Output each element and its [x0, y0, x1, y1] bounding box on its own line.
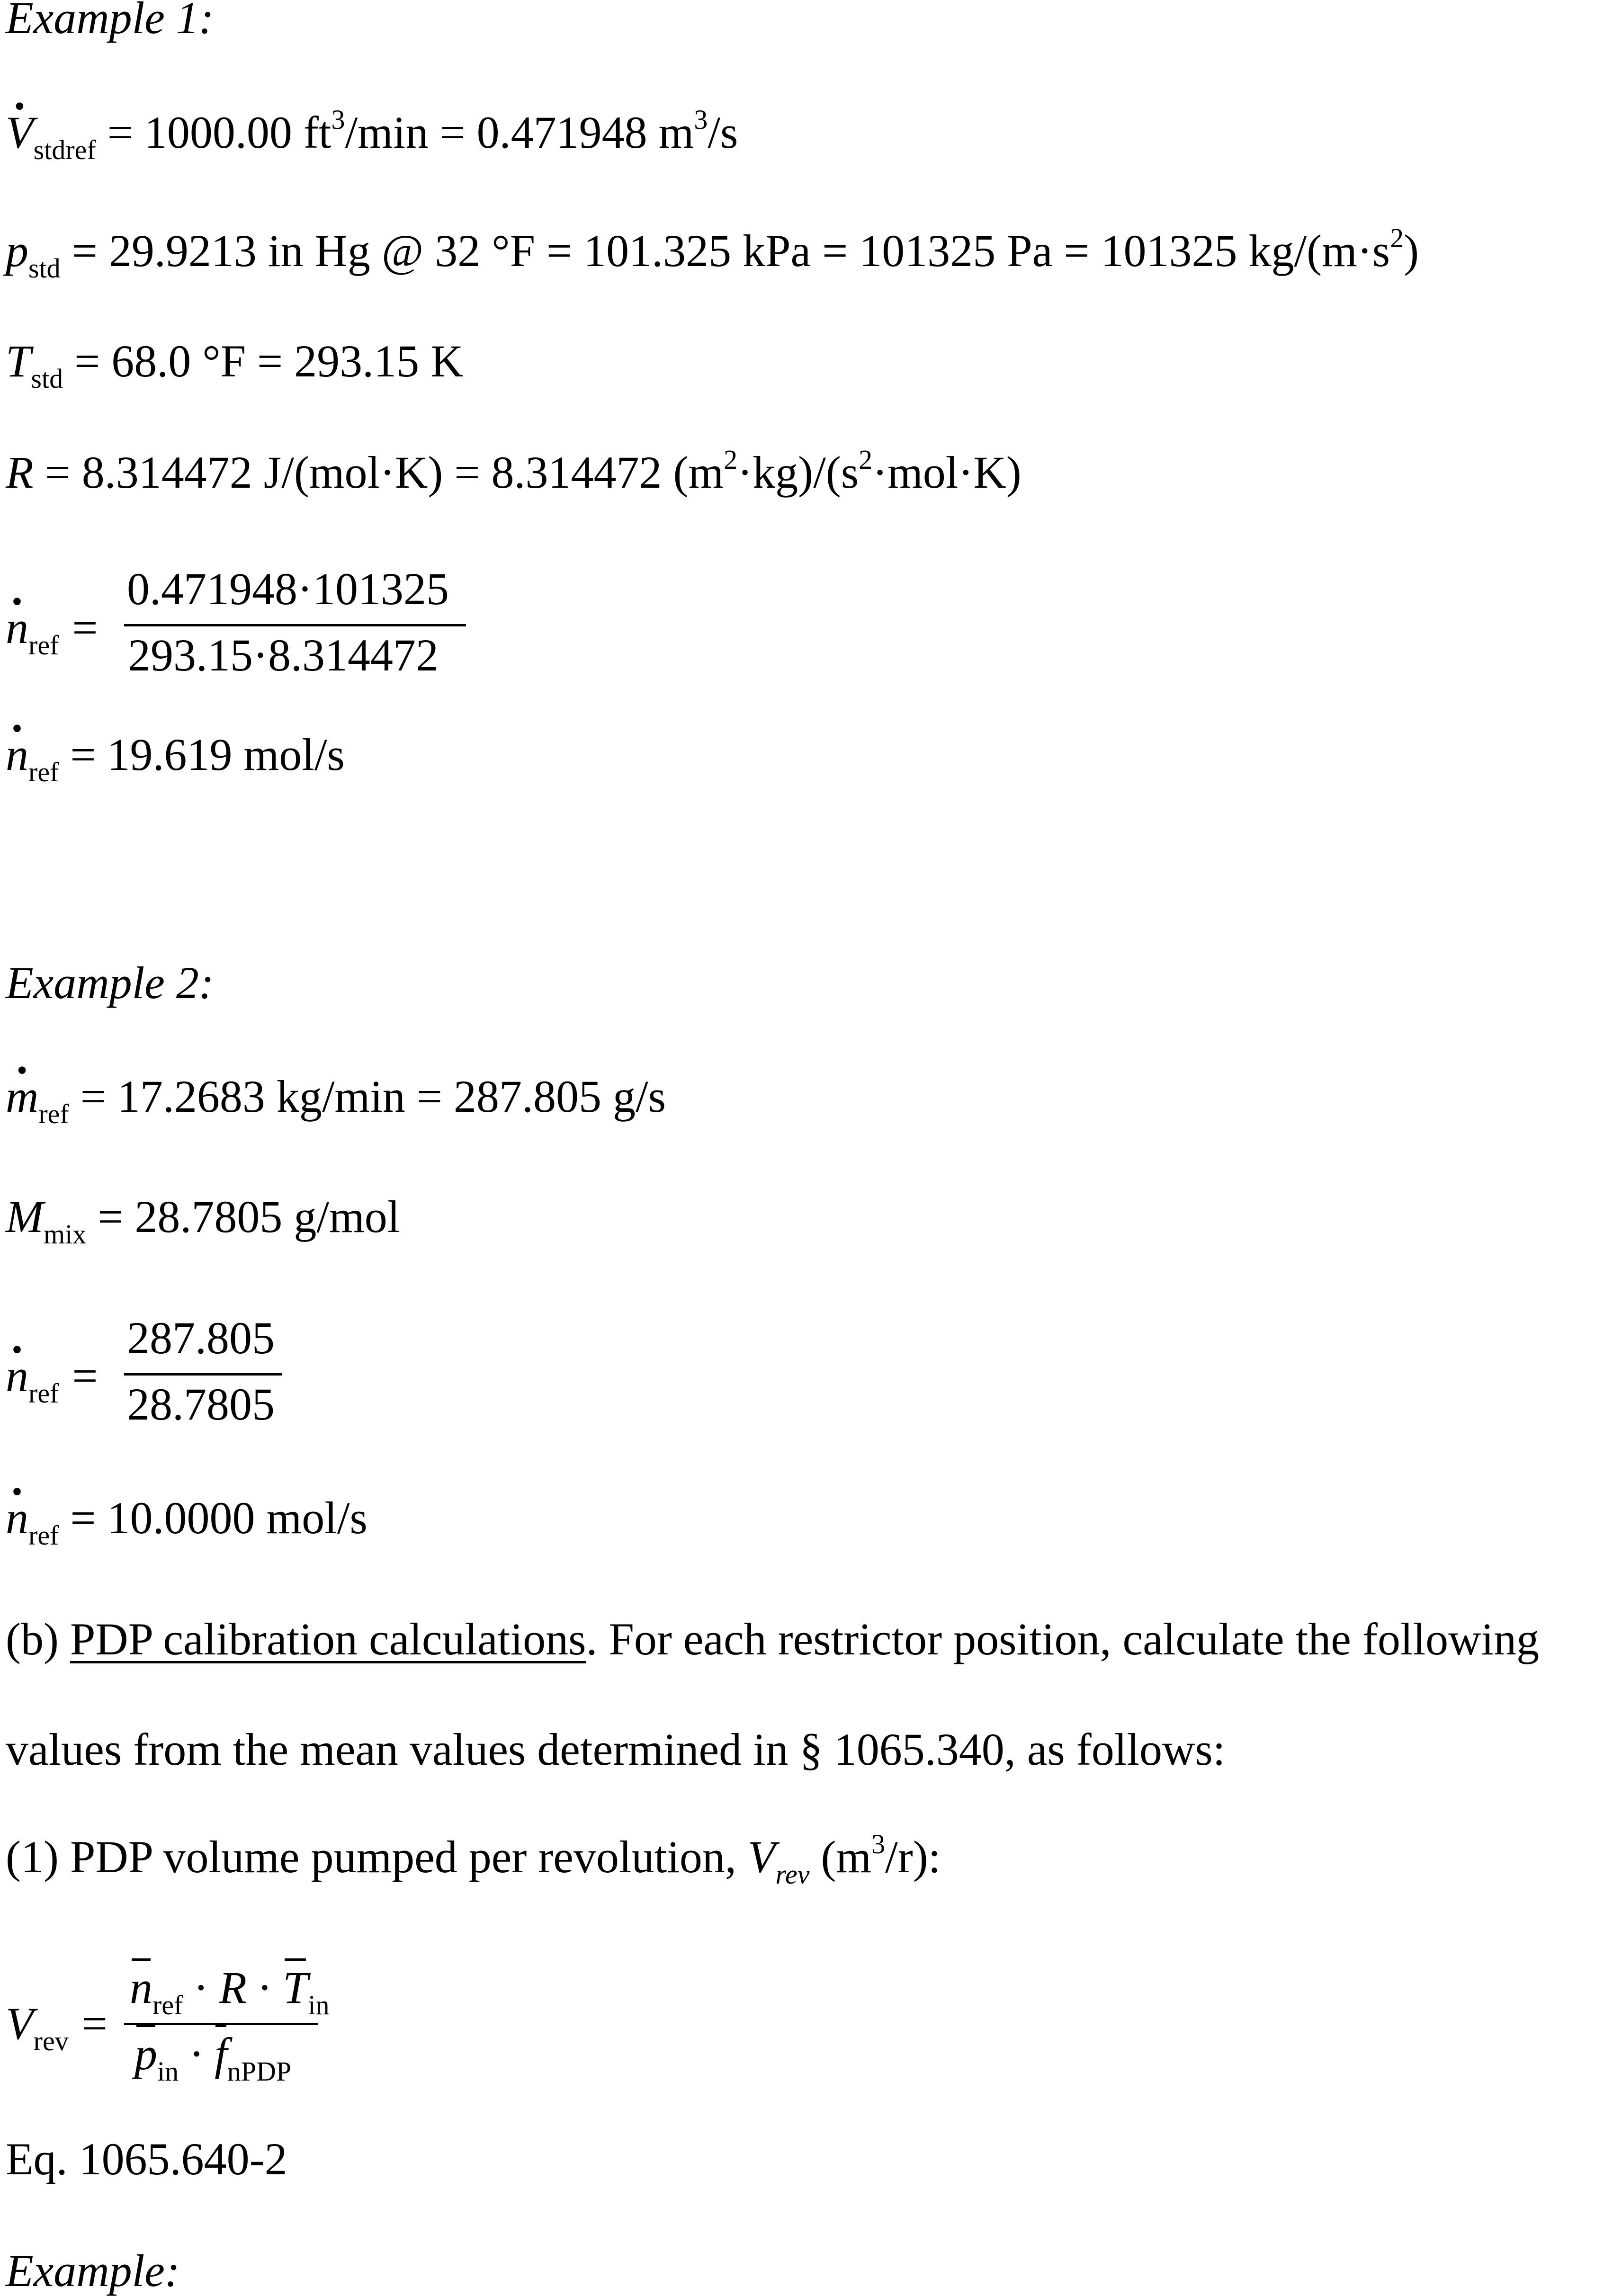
fraction-denominator: 28.7805	[127, 1379, 275, 1429]
n-ref-lhs-2: · $n_{ref}$ =	[6, 1353, 98, 1399]
p-std-equation: $p_{std} = 29.9213$ in Hg @ 32 °F = 101.325 kPa = 101325 Pa = 101325 $kg/(m\cdot s^2)$	[6, 223, 1419, 284]
equation-number: Eq. 1065.640-2	[6, 2134, 287, 2184]
pdp-calibration-calculations-heading: PDP calibration calculations	[70, 1614, 586, 1664]
vdot-stdref-equation: · $V_{stdref} = 1000.00$ $ft^3/\min = 0.471948$ $m^3/s$	[6, 110, 738, 155]
fraction-numerator: $n_{ref} \cdot R \cdot T_{in}$	[130, 1962, 330, 2020]
vdot-symbol: · V	[6, 110, 34, 155]
mdot-ref-equation: · $m_{ref} = 17.2683$ kg/min = 287.805 g/s	[6, 1074, 666, 1119]
fraction-numerator: 0.471948·101325	[127, 563, 449, 614]
m-mix-equation: $M_{mix} = 28.7805$ g/mol	[6, 1191, 400, 1250]
t-std-equation: $T_{std} = 68.0$ °F = 293.15 K	[6, 336, 464, 394]
fraction-denominator: $p_{in} \cdot f_{nPDP}$	[134, 2028, 292, 2087]
fraction-numerator: 287.805	[127, 1313, 275, 1363]
example-1-heading: Example 1:	[6, 0, 214, 43]
example-heading: Example:	[6, 2245, 180, 2296]
r-constant-equation: R = 8.314472 J/(mol·K) = 8.314472 $(m^2\cdot kg)/(s^2\cdot mol\cdot K)$	[6, 444, 1022, 498]
n-ref-result-1: · $n_{ref} = 19.619$ mol/s	[6, 732, 345, 777]
paragraph-b-line-1: (b) PDP calibration calculations. For each restrictor position, calculate the following	[6, 1614, 1540, 1664]
n-ref-lhs-1: · $n_{ref}$ =	[6, 605, 98, 651]
fraction-bar	[124, 1373, 282, 1376]
n-ref-result-2: · $n_{ref} = 10.0000$ mol/s	[6, 1495, 367, 1541]
v-rev-lhs: $V_{rev}$ =	[6, 1998, 108, 2056]
paragraph-b-line-2: values from the mean values determined in § 1065.340, as follows:	[6, 1724, 1226, 1775]
example-2-heading: Example 2:	[6, 957, 214, 1008]
fraction-denominator: 293.15·8.314472	[128, 630, 439, 680]
item-1-pdp-volume: (1) PDP volume pumped per revolution, $V_{rev}$ $(m^3/r)$:	[6, 1829, 941, 1890]
fraction-bar	[124, 624, 466, 626]
